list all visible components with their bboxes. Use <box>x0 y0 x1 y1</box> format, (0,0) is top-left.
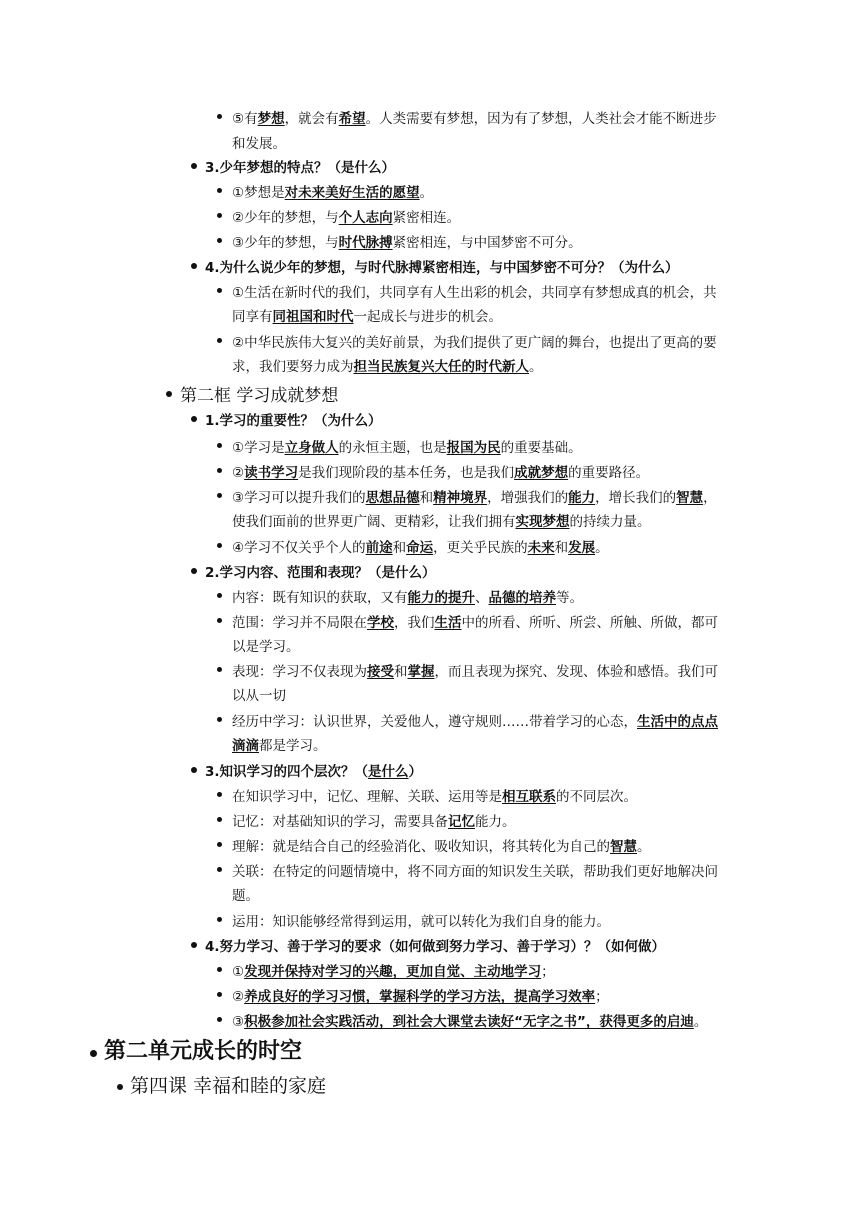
list-item: ③少年的梦想，与时代脉搏紧密相连，与中国梦密不可分。 <box>232 235 582 251</box>
bullet <box>90 1050 97 1057</box>
bullet <box>217 443 222 448</box>
bullet <box>191 942 197 948</box>
bullet <box>217 618 222 623</box>
bullet <box>191 416 197 422</box>
bullet <box>217 338 222 343</box>
list-item: ④学习不仅关乎个人的前途和命运，更关乎民族的未来和发展。 <box>232 540 609 556</box>
list-item: 记忆：对基础知识的学习，需要具备记忆能力。 <box>232 814 516 830</box>
list-item: 经历中学习：认识世界，关爱他人，遵守规则……带着学习的心态，生活中的点点 <box>232 714 718 730</box>
bullet <box>191 263 197 269</box>
bullet <box>217 213 222 218</box>
list-item-continued: 使我们面前的世界更广阔、更精彩，让我们拥有实现梦想的持续力量。 <box>232 514 651 530</box>
bullet <box>191 568 197 574</box>
bullet <box>217 593 222 598</box>
list-item: 运用：知识能够经常得到运用，就可以转化为我们自身的能力。 <box>232 914 610 930</box>
bullet <box>217 992 222 997</box>
bullet <box>217 917 222 922</box>
bullet <box>217 543 222 548</box>
list-item-continued: 题。 <box>232 888 259 904</box>
bullet <box>217 288 222 293</box>
question-heading: 3.少年梦想的特点？（是什么） <box>205 160 396 176</box>
list-item: 理解：就是结合自己的经验消化、吸收知识，将其转化为自己的智慧。 <box>232 839 651 855</box>
bullet <box>117 1084 123 1090</box>
list-item: 表现：学习不仅表现为接受和掌握，而且表现为探究、发现、体验和感悟。我们可 <box>232 664 718 680</box>
list-item: 内容：既有知识的获取，又有能力的提升、品德的培养等。 <box>232 590 583 606</box>
section-heading: 第二框 学习成就梦想 <box>180 386 339 406</box>
list-item-continued: 滴滴都是学习。 <box>232 738 327 754</box>
lesson-heading: 第四课 幸福和睦的家庭 <box>130 1075 327 1097</box>
question-heading: 4.为什么说少年的梦想，与时代脉搏紧密相连，与中国梦密不可分？（为什么） <box>205 260 679 276</box>
list-item: 关联：在特定的问题情境中，将不同方面的知识发生关联，帮助我们更好地解决问 <box>232 864 718 880</box>
list-item: ②中华民族伟大复兴的美好前景，为我们提供了更广阔的舞台，也提出了更高的要 <box>232 335 717 351</box>
bullet <box>191 767 197 773</box>
list-item-continued: 和发展。 <box>232 136 286 152</box>
list-item: ①发现并保持对学习的兴趣，更加自觉、主动地学习； <box>232 964 555 980</box>
bullet <box>217 867 222 872</box>
unit-heading: 第二单元成长的时空 <box>104 1039 303 1064</box>
list-item: 在知识学习中，记忆、理解、关联、运用等是相互联系的不同层次。 <box>232 789 637 805</box>
list-item-continued: 同享有同祖国和时代一起成长与进步的机会。 <box>232 309 502 325</box>
list-item: ①学习是立身做人的永恒主题，也是报国为民的重要基础。 <box>232 440 582 456</box>
question-heading: 3.知识学习的四个层次？（是什么） <box>205 764 423 780</box>
list-item: ①生活在新时代的我们，共同享有人生出彩的机会，共同享有梦想成真的机会，共 <box>232 285 717 301</box>
bullet <box>217 238 222 243</box>
bullet <box>217 717 222 722</box>
bullet <box>217 1017 222 1022</box>
question-heading: 1.学习的重要性？（为什么） <box>205 413 382 429</box>
list-item: ②养成良好的学习习惯，掌握科学的学习方法，提高学习效率； <box>232 989 609 1005</box>
bullet <box>217 817 222 822</box>
list-item: ②读书学习是我们现阶段的基本任务，也是我们成就梦想的重要路径。 <box>232 465 650 481</box>
bullet <box>217 493 222 498</box>
list-item: ②少年的梦想，与个人志向紧密相连。 <box>232 210 461 226</box>
bullet <box>191 163 197 169</box>
question-heading: 2.学习内容、范围和表现？（是什么） <box>205 565 436 581</box>
list-item-continued: 以从一切 <box>232 688 286 704</box>
list-item-continued: 求，我们要努力成为担当民族复兴大任的时代新人。 <box>232 359 543 375</box>
list-item: ③学习可以提升我们的思想品德和精神境界，增强我们的能力，增长我们的智慧， <box>232 490 717 506</box>
bullet <box>217 967 222 972</box>
question-heading: 4.努力学习、善于学习的要求（如何做到努力学习、善于学习）？（如何做） <box>205 939 666 955</box>
list-item: ①梦想是对未来美好生活的愿望。 <box>232 185 434 201</box>
bullet <box>217 468 222 473</box>
list-item-continued: 以是学习。 <box>232 639 300 655</box>
list-item: ③积极参加社会实践活动，到社会大课堂去读好“无字之书”，获得更多的启迪。 <box>232 1014 708 1030</box>
bullet <box>217 842 222 847</box>
bullet <box>217 792 222 797</box>
bullet <box>217 667 222 672</box>
list-item: ⑤有梦想，就会有希望。人类需要有梦想，因为有了梦想，人类社会才能不断进步 <box>232 111 717 127</box>
bullet <box>217 114 222 119</box>
list-item: 范围：学习并不局限在学校，我们生活中的所看、所听、所尝、所触、所做，都可 <box>232 615 718 631</box>
bullet <box>166 391 172 397</box>
bullet <box>217 188 222 193</box>
